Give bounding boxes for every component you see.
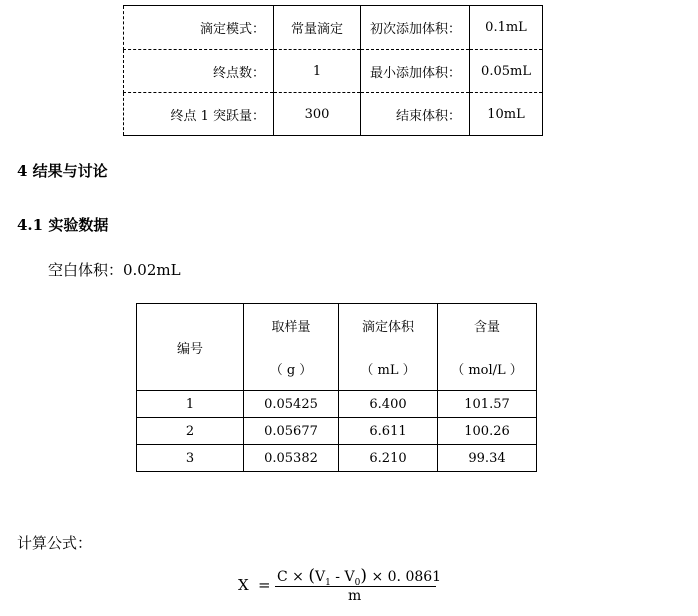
formula-v1-sub: 1 (325, 577, 331, 588)
cell-number: 2 (137, 418, 244, 445)
formula-v1: V (315, 569, 326, 585)
formula-numerator (277, 566, 441, 588)
cell-volume: 6.210 (339, 445, 438, 472)
cell-number: 3 (137, 445, 244, 472)
table-row (124, 50, 543, 93)
param-value: 0.05mL (470, 50, 543, 93)
results-table (136, 303, 537, 472)
formula-lhs: X (238, 576, 249, 594)
close-paren: ) (360, 566, 367, 586)
section-heading-results: 4 结果与讨论 (17, 162, 108, 180)
cell-sample: 0.05677 (244, 418, 339, 445)
header-unit: （ mL ） (360, 363, 416, 378)
cell-sample: 0.05382 (244, 445, 339, 472)
open-paren: ( (308, 566, 315, 586)
header-label: 编号 (176, 341, 203, 357)
cell-volume: 6.611 (339, 418, 438, 445)
formula-minus: - (330, 569, 345, 585)
formula-equals: = (258, 576, 271, 594)
formula-v0-sub: 0 (354, 577, 361, 588)
section-heading-data: 4.1 实验数据 (17, 216, 109, 234)
cell-sample: 0.05425 (244, 391, 339, 418)
header-unit: （ mol/L ） (451, 363, 523, 378)
table-row (124, 6, 543, 50)
param-label: 结束体积： (361, 93, 470, 136)
param-label: 最小添加体积： (361, 50, 470, 93)
table-row (124, 93, 543, 136)
column-header-sample (244, 304, 339, 391)
param-label: 初次添加体积： (361, 6, 470, 50)
cell-content: 100.26 (438, 418, 537, 445)
cell-number: 1 (137, 391, 244, 418)
param-value: 常量滴定 (274, 6, 361, 50)
cell-content: 101.57 (438, 391, 537, 418)
param-value: 1 (274, 50, 361, 93)
cell-content: 99.34 (438, 445, 537, 472)
param-value: 0.1mL (470, 6, 543, 50)
table-row (137, 391, 537, 418)
fraction-bar (275, 586, 436, 587)
blank-volume-text: 空白体积：0.02mL (48, 261, 181, 279)
formula-v0: V (344, 569, 355, 585)
table-header-row (137, 304, 537, 391)
table-row (137, 418, 537, 445)
header-unit: （ g ） (269, 363, 313, 378)
formula-factor: × 0. 0861 (371, 569, 442, 585)
param-value: 300 (274, 93, 361, 136)
param-label: 终点 1 突跃量： (124, 93, 274, 136)
titration-parameters-table (123, 5, 543, 136)
formula-denominator: m (348, 588, 362, 604)
table-row (137, 445, 537, 472)
param-value: 10mL (470, 93, 543, 136)
header-label: 取样量 (271, 320, 311, 335)
header-label: 滴定体积 (361, 320, 414, 335)
column-header-number (137, 304, 244, 391)
header-label: 含量 (473, 320, 500, 335)
formula-label: 计算公式： (17, 534, 93, 552)
column-header-content (438, 304, 537, 391)
formula-concentration: C × (277, 569, 304, 585)
column-header-volume (339, 304, 438, 391)
param-label: 终点数： (124, 50, 274, 93)
param-label: 滴定模式： (124, 6, 274, 50)
cell-volume: 6.400 (339, 391, 438, 418)
